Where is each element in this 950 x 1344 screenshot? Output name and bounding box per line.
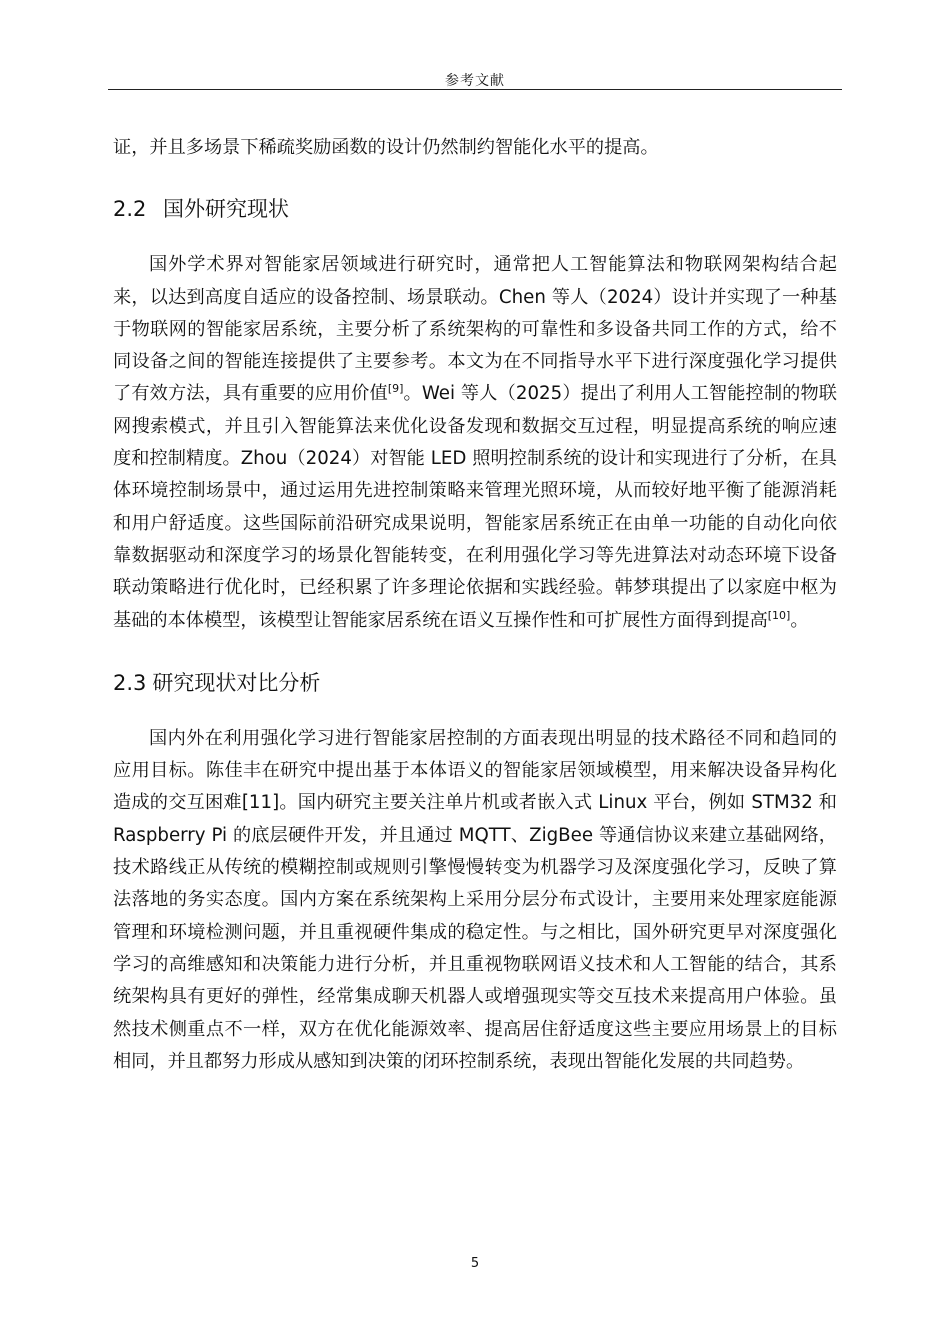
paragraph-text: 国外学术界对智能家居领域进行研究时，通常把人工智能算法和物联网架构结合起来，以达到高度自适应的设备控制、场景联动。Chen 等人（2024）设计并实现了一种基于物联网的智能家居系统，主要分析了系统架构的可靠性和多设备共同工作的方式，给不同设备之间的智能连接提供了主要参考。本文为在不同指导水平下进行深度强化学习提供了有效方法，具有重要的应用价值 bbox=[113, 254, 837, 405]
section-title: 国外研究现状 bbox=[163, 197, 289, 222]
citation-ref-9[interactable]: [9] bbox=[387, 382, 404, 396]
paragraph-text: 。 bbox=[790, 609, 809, 631]
section-2-2-paragraph bbox=[113, 249, 837, 637]
section-title: 研究现状对比分析 bbox=[152, 670, 321, 695]
page-number: 5 bbox=[470, 1256, 480, 1271]
section-heading-2-2 bbox=[113, 193, 837, 225]
paragraph-text: 。Wei 等人（2025）提出了利用人工智能控制的物联网搜索模式，并且引入智能算法来优化设备发现和数据交互过程，明显提高系统的响应速度和控制精度。Zhou（2024）对智能 LED 照明控制系统的设计和实现进行了分析，在具体环境控制场景中，通过运用先进控制策略来管理光照环境，从而较好地平衡了能源消耗和用户舒适度。这些国际前沿研究成果说明，智能家居系统正在由单一功能的自动化向依靠数据驱动和深度学习的场景化智能转变，在利用强化学习等先进算法对动态环境下设备联动策略进行优化时，已经积累了许多理论依据和实践经验。韩梦琪提出了以家庭中枢为基础的本体模型，该模型让智能家居系统在语义互操作性和可扩展性方面得到提高 bbox=[113, 383, 837, 631]
citation-ref-10[interactable]: [10] bbox=[767, 608, 791, 622]
section-number: 2.3 bbox=[113, 670, 147, 695]
section-number: 2.2 bbox=[113, 197, 147, 222]
section-heading-2-3 bbox=[113, 667, 837, 699]
header-rule bbox=[108, 89, 842, 90]
page-content bbox=[113, 132, 837, 1078]
intro-paragraph: 证，并且多场景下稀疏奖励函数的设计仍然制约智能化水平的提高。 bbox=[113, 137, 659, 158]
section-2-3-paragraph: 国内外在利用强化学习进行智能家居控制的方面表现出明显的技术路径不同和趋同的应用目标。陈佳丰在研究中提出基于本体语义的智能家居领域模型，用来解决设备异构化造成的交互困难[11]。国内研究主要关注单片机或者嵌入式 Linux 平台，例如 STM32 和 Raspberry Pi 的底层硬件开发，并且通过 MQTT、ZigBee 等通信协议来建立基础网络，技术路线正从传统的模糊控制或规则引擎慢慢转变为机器学习及深度强化学习，反映了算法落地的务实态度。国内方案在系统架构上采用分层分布式设计，主要用来处理家庭能源管理和环境检测问题，并且重视硬件集成的稳定性。与之相比，国外研究更早对深度强化学习的高维感知和决策能力进行分析，并且重视物联网语义技术和人工智能的结合，其系统架构具有更好的弹性，经常集成聊天机器人或增强现实等交互技术来提高用户体验。虽然技术侧重点不一样，双方在优化能源效率、提高居住舒适度这些主要应用场景上的目标相同，并且都努力形成从感知到决策的闭环控制系统，表现出智能化发展的共同趋势。 bbox=[113, 727, 837, 1072]
running-header: 参考文献 bbox=[445, 73, 505, 89]
